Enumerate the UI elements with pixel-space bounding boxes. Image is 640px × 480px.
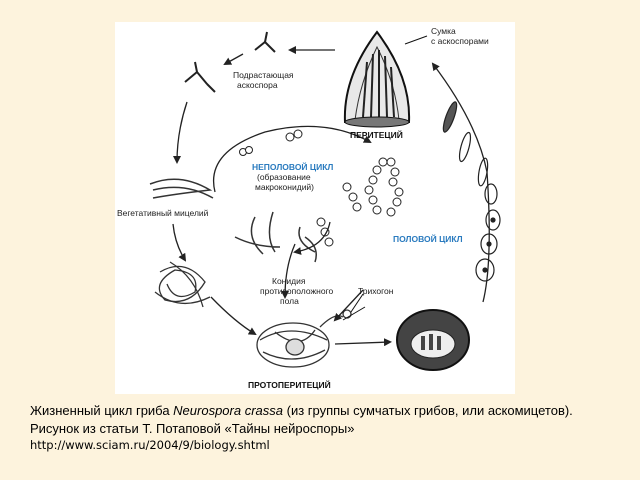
label-vegetative-mycelium: Вегетативный мицелий [117, 208, 209, 218]
label-conidia-line3: пола [280, 296, 299, 306]
ascus-series-drawing [441, 101, 500, 281]
label-growing-ascospore-line1: Подрастающая [233, 70, 294, 80]
label-asexual-cycle: НЕПОЛОВОЙ ЦИКЛ [252, 162, 334, 172]
life-cycle-diagram [115, 22, 515, 394]
caption-species-name: Neurospora crassa [173, 403, 283, 418]
caption-text-start: Жизненный цикл гриба [30, 403, 174, 418]
ascus-pointer [405, 36, 427, 44]
perithecium-drawing [345, 32, 409, 127]
label-trichogyne: Трихогон [358, 286, 394, 296]
label-perithecium: ПЕРИТЕЦИЙ [350, 130, 403, 140]
cycle-arrows [173, 50, 489, 344]
label-ascus-line1: Сумка [431, 26, 456, 36]
label-conidia-line1: Конидия [272, 276, 306, 286]
label-sexual-cycle: ПОЛОВОЙ ЦИКЛ [393, 234, 463, 244]
caption-line-1 [30, 402, 630, 420]
figure-caption [30, 402, 630, 455]
label-asexual-note-line1: (образование [257, 172, 311, 182]
caption-text-end: (из группы сумчатых грибов, или аскомицетов). [283, 403, 573, 418]
caption-source-url: http://www.sciam.ru/2004/9/biology.shtml [30, 438, 270, 452]
label-protoperithecium: ПРОТОПЕРИТЕЦИЙ [248, 380, 331, 390]
developing-perithecium-drawing [397, 310, 469, 370]
mycelium-tangle-drawing [155, 262, 210, 307]
life-cycle-drawing [115, 22, 515, 394]
label-ascus-line2: с аскоспорами [431, 36, 489, 46]
label-conidia-line2: противоположного [260, 286, 334, 296]
caption-line-2: Рисунок из статьи Т. Потаповой «Тайны нейроспоры» [30, 420, 355, 436]
label-asexual-note-line2: макроконидий) [255, 182, 315, 192]
label-growing-ascospore-line2: аскоспора [237, 80, 278, 90]
